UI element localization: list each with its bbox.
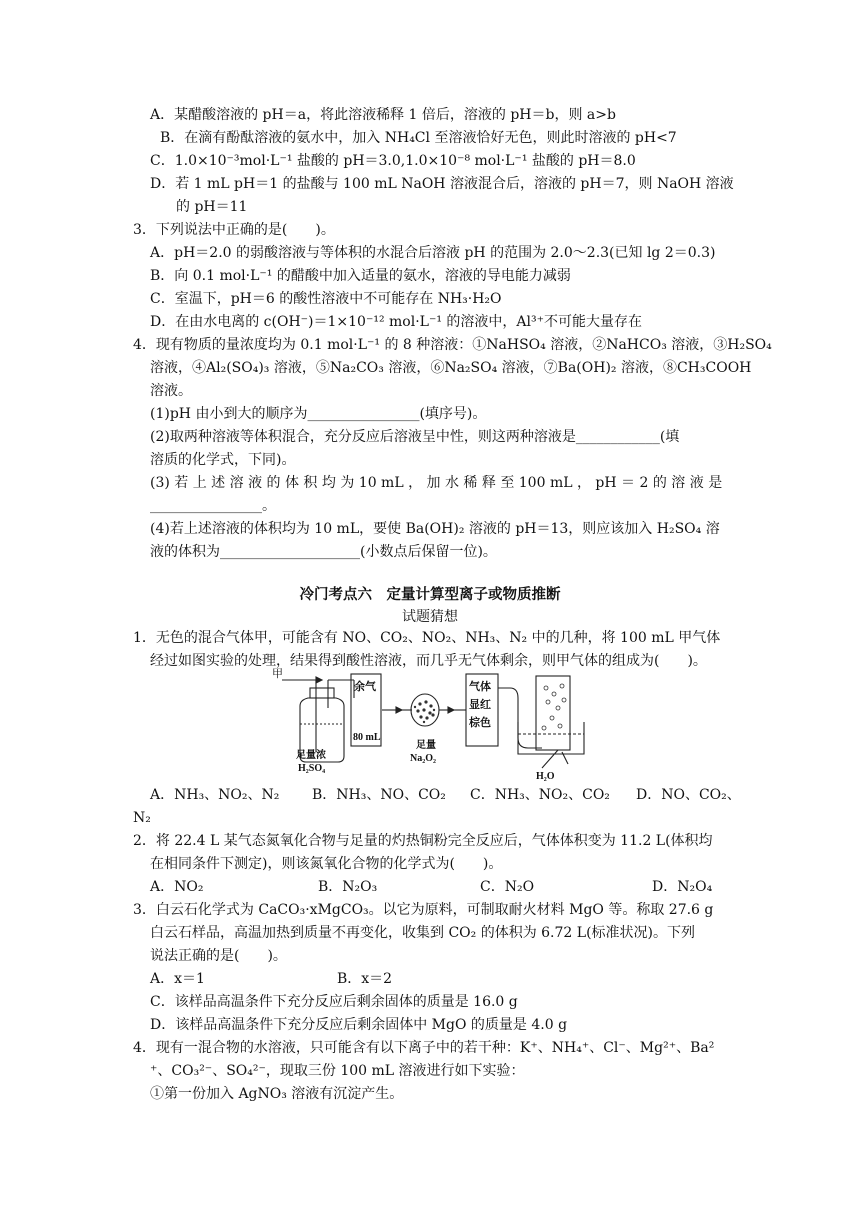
label-na2o2-2: Na₂O₂ — [410, 753, 436, 764]
apparatus-figure — [272, 668, 588, 782]
s3-option-a: A．x＝1 — [150, 971, 205, 987]
q4-line: 溶液。 — [150, 383, 192, 399]
q4-part-4-cont: 液的体积为____________________(小数点后保留一位)。 — [150, 544, 497, 560]
s2-stem-cont: 在相同条件下测定)，则该氮氧化合物的化学式为( )。 — [150, 856, 503, 872]
q3-option-a: A．pH＝2.0 的弱酸溶液与等体积的水混合后溶液 pH 的范围为 2.0～2.3(已知 lg 2＝0.3) — [150, 245, 716, 261]
s3-options-ab — [0, 970, 860, 988]
label-80ml: 80 mL — [353, 732, 381, 743]
s2-option-b: B．N₂O₃ — [318, 879, 378, 895]
s3-stem-cont: 说法正确的是( )。 — [150, 948, 287, 964]
q2-option-a: A．某醋酸溶液的 pH＝a，将此溶液稀释 1 倍后，溶液的 pH＝b，则 a>b — [150, 107, 616, 123]
q4-part-3: (3) 若 上 述 溶 液 的 体 积 均 为 10 mL ， 加 水 稀 释 至 100 mL ， pH ＝ 2 的 溶 液 是 — [150, 475, 723, 491]
q3-option-b: B．向 0.1 mol·L⁻¹ 的醋酸中加入适量的氨水，溶液的导电能力减弱 — [150, 268, 571, 284]
s2-option-d: D．N₂O₄ — [652, 879, 713, 895]
s1-option-d-wrap: N₂ — [133, 810, 151, 826]
apparatus-diagram — [272, 668, 588, 782]
s1-options — [0, 786, 860, 804]
s1-option-b: B．NH₃、NO、CO₂ — [312, 787, 446, 803]
s2-options — [0, 878, 860, 896]
q2-option-b: B．在滴有酚酞溶液的氨水中，加入 NH₄Cl 至溶液恰好无色，则此时溶液的 pH<7 — [160, 130, 677, 146]
s3-stem-cont: 白云石样品，高温加热到质量不再变化，收集到 CO₂ 的体积为 6.72 L(标准状况)。下列 — [150, 925, 695, 941]
s3-stem: 3．白云石化学式为 CaCO₃·xMgCO₃。以它为原料，可制取耐火材料 MgO 等。称取 27.6 g — [133, 902, 714, 918]
section-subtitle: 试题猜想 — [402, 609, 458, 625]
label-h2so4-1: 足量浓 — [296, 750, 326, 761]
q4-part-2-cont: 溶质的化学式，下同)。 — [150, 452, 296, 468]
q2-option-c: C．1.0×10⁻³mol·L⁻¹ 盐酸的 pH＝3.0,1.0×10⁻⁸ mol·L⁻¹ 盐酸的 pH＝8.0 — [150, 153, 636, 169]
s1-stem: 1．无色的混合气体甲，可能含有 NO、CO₂、NO₂、NH₃、N₂ 中的几种，将 100 mL 甲气体 — [133, 630, 721, 646]
q4-part-4: (4)若上述溶液的体积均为 10 mL，要使 Ba(OH)₂ 溶液的 pH＝13，则应该加入 H₂SO₄ 溶 — [150, 521, 720, 537]
q3-stem: 3．下列说法中正确的是( )。 — [133, 222, 335, 238]
q4-part-2: (2)取两种溶液等体积混合，充分反应后溶液呈中性，则这两种溶液是____________(填 — [150, 429, 680, 445]
s1-stem-cont: 经过如图实验的处理，结果得到酸性溶液，而几乎无气体剩余，则甲气体的组成为( )。 — [150, 653, 707, 669]
s3-option-d: D．该样品高温条件下充分反应后剩余固体中 MgO 的质量是 4.0 g — [150, 1017, 568, 1033]
s1-option-d: D．NO、CO₂、 — [636, 787, 741, 803]
label-gas-2: 显红 — [469, 699, 491, 711]
s4-stem: 4．现有一混合物的水溶液，只可能含有以下离子中的若干种：K⁺、NH₄⁺、Cl⁻、Mg²⁺、Ba² — [133, 1040, 715, 1056]
s4-stem-cont: ⁺、CO₃²⁻、SO₄²⁻，现取三份 100 mL 溶液进行如下实验： — [150, 1063, 525, 1079]
s1-option-a: A．NH₃、NO₂、N₂ — [150, 787, 280, 803]
section-title: 冷门考点六 定量计算型离子或物质推断 — [299, 586, 561, 603]
label-gas-1: 气体 — [469, 681, 491, 693]
s1-option-c: C．NH₃、NO₂、CO₂ — [470, 787, 610, 803]
s2-stem: 2．将 22.4 L 某气态氮氧化合物与足量的灼热铜粉完全反应后，气体体积变为 11.2 L(体积均 — [133, 833, 713, 849]
q2-option-d: D．若 1 mL pH＝1 的盐酸与 100 mL NaOH 溶液混合后，溶液的 pH＝7，则 NaOH 溶液 — [150, 176, 734, 192]
label-h2so4-2: H₂SO₄ — [298, 763, 326, 774]
q4-part-3-cont: ________________。 — [150, 498, 276, 514]
s2-option-c: C．N₂O — [480, 879, 535, 895]
label-gas-3: 棕色 — [469, 717, 491, 729]
s3-option-b: B．x＝2 — [337, 971, 393, 987]
s3-option-c: C．该样品高温条件下充分反应后剩余固体的质量是 16.0 g — [150, 994, 518, 1010]
label-h2o: H₂O — [536, 771, 555, 782]
s4-experiment-1: ①第一份加入 AgNO₃ 溶液有沉淀产生。 — [150, 1086, 404, 1102]
label-jia: 甲 — [272, 668, 283, 680]
q3-option-c: C．室温下，pH＝6 的酸性溶液中不可能存在 NH₃·H₂O — [150, 291, 502, 307]
q4-part-1: (1)pH 由小到大的顺序为________________(填序号)。 — [150, 406, 487, 422]
q4-line: 4．现有物质的量浓度均为 0.1 mol·L⁻¹ 的 8 种溶液：①NaHSO₄ 溶液，②NaHCO₃ 溶液，③H₂SO₄ — [133, 337, 772, 353]
s2-option-a: A．NO₂ — [150, 879, 204, 895]
q4-line: 溶液，④Al₂(SO₄)₃ 溶液，⑤Na₂CO₃ 溶液，⑥Na₂SO₄ 溶液，⑦Ba(OH)₂ 溶液，⑧CH₃COOH — [150, 360, 752, 376]
label-yuqi: 余气 — [354, 681, 376, 693]
q3-option-d: D．在由水电离的 c(OH⁻)＝1×10⁻¹² mol·L⁻¹ 的溶液中，Al³⁺不可能大量存在 — [150, 314, 643, 330]
q2-option-d-cont: 的 pH＝11 — [176, 199, 248, 215]
label-na2o2-1: 足量 — [416, 740, 436, 751]
